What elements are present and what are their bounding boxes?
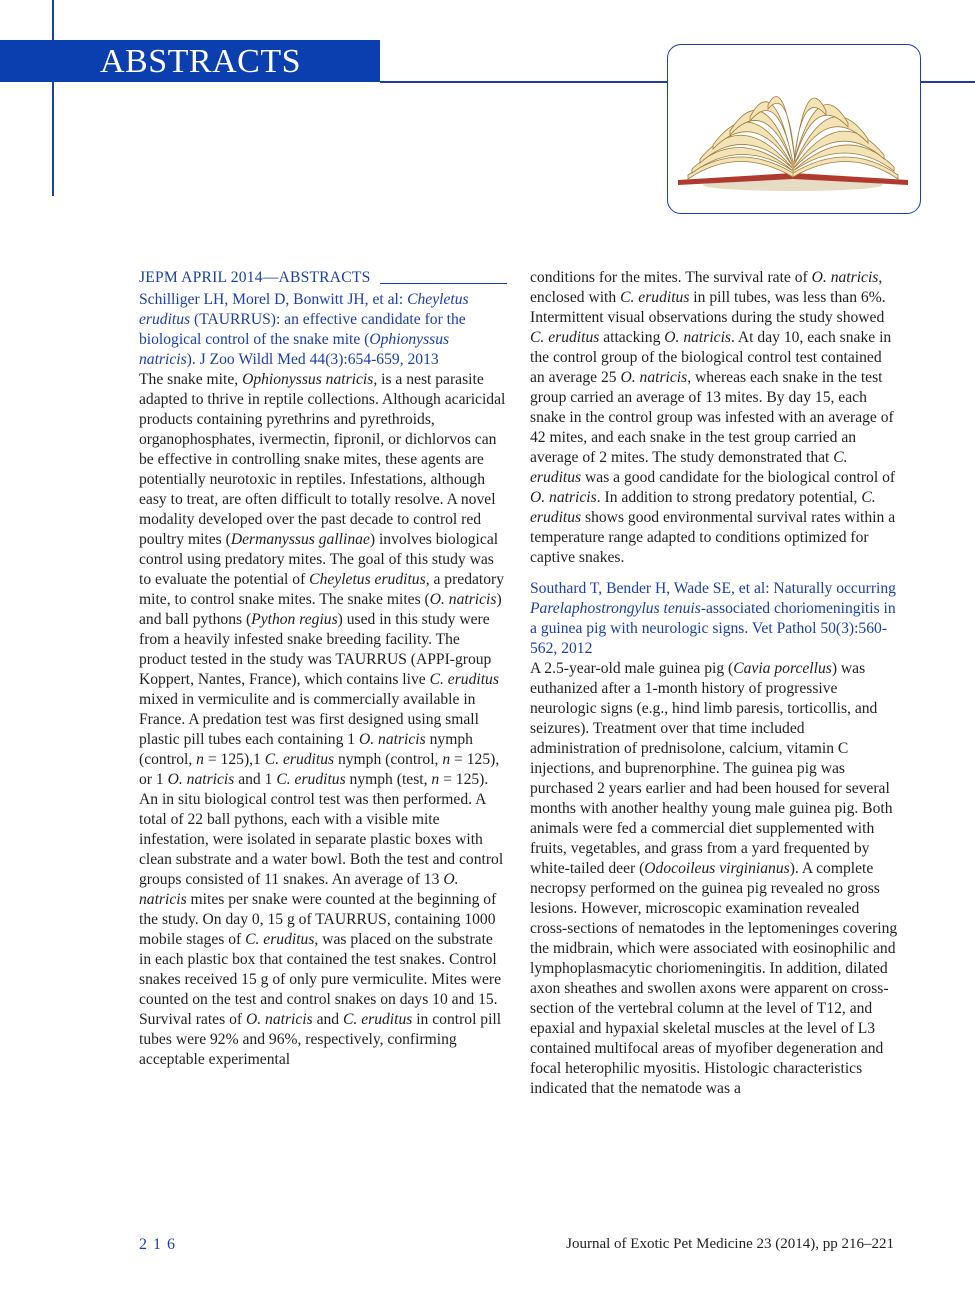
journal-reference: Journal of Exotic Pet Medicine 23 (2014), pp 216–221 [566, 1236, 894, 1252]
right-column [530, 268, 898, 1099]
article1-abstract-part2: conditions for the mites. The survival rate of O. natricis, enclosed with C. eruditus in pill tubes, was less than 6%. Intermittent visual observations during the study showed C. eruditus attacking O. natricis. At day 10, each snake in the control group of the biological control test contained an average 25 O. natricis, whereas each snake in the test group carried an average of 13 mites. By day 15, each snake in the control group was infested with an average of 42 mites, and each snake in the test group carried an average of 2 mites. The study demonstrated that C. eruditus was a good candidate for the biological control of O. natricis. In addition to strong predatory potential, C. eruditus shows good environmental survival rates within a temperature range adapted to conditions optimized for captive snakes. [530, 269, 896, 566]
article1-citation: Schilliger LH, Morel D, Bonwitt JH, et al: Cheyletus eruditus (TAURRUS): an effective candidate for the biological control of the snake mite (Ophionyssus natricis). J Zoo Wildl Med 44(3):654-659, 2013 [139, 291, 469, 368]
header-image-frame [667, 44, 921, 214]
left-column [139, 268, 507, 1070]
article2-abstract: A 2.5-year-old male guinea pig (Cavia porcellus) was euthanized after a 1-month history of progressive neurologic signs (e.g., hind limb paresis, torticollis, and seizures). Treatment over that time included administration of prednisolone, calcium, vitamin C injections, and buprenorphine. The guinea pig was purchased 2 years earlier and had been housed for several months with another healthy young male guinea pig. Both animals were fed a commercial diet supplemented with fruits, vegetables, and grass from a yard frequented by white-tailed deer (Odocoileus virginianus). A complete necropsy performed on the guinea pig revealed no gross lesions. However, microscopic examination revealed cross-sections of nematodes in the leptomeninges covering the midbrain, which were associated with eosinophilic and lymphoplasmacytic choriomeningitis. In addition, dilated axon sheathes and swollen axons were apparent on cross-section of the vertebral column at the level of T12, and epaxial and hypaxial skeletal muscles at the level of L3 contained multifocal areas of myofiber degeneration and focal heterophilic myositis. Histologic characteristics indicated that the nematode was a [530, 660, 898, 1097]
page-number: 216 [139, 1236, 181, 1253]
article1-abstract-part1: The snake mite, Ophionyssus natricis, is a nest parasite adapted to thrive in reptile collections. Although acaricidal products containing pyrethrins and pyrethroids, organophosphates, ivermectin, fipronil, or dichlorvos can be effective in controlling snake mites, these agents are potentially neurotoxic in reptiles. Infestations, although easy to treat, are often difficult to totally resolve. A novel modality developed over the past decade to control red poultry mites (Dermanyssus gallinae) involves biological control using predatory mites. The goal of this study was to evaluate the potential of Cheyletus eruditus, a predatory mite, to control snake mites. The snake mites (O. natricis) and ball pythons (Python regius) used in this study were from a heavily infested snake breeding facility. The product tested in the study was TAURRUS (APPI-group Koppert, Nantes, France), which contains live C. eruditus mixed in vermiculite and is commercially available in France. A predation test was first designed using small plastic pill tubes each containing 1 O. natricis nymph (control, n = 125),1 C. eruditus nymph (control, n = 125), or 1 O. natricis and 1 C. eruditus nymph (test, n = 125). An in situ biological control test was then performed. A total of 22 ball pythons, each with a visible mite infestation, were isolated in separate plastic boxes with clean substrate and a water bowl. Both the test and control groups consisted of 11 snakes. An average of 13 O. natricis mites per snake were counted at the beginning of the study. On day 0, 15 g of TAURRUS, containing 1000 mobile stages of C. eruditus, was placed on the substrate in each plastic box that contained the test snakes. Control snakes received 15 g of only pure vermiculite. Mites were counted on the test and control snakes on days 10 and 15. Survival rates of O. natricis and C. eruditus in control pill tubes were 92% and 96%, respectively, confirming acceptable experimental [139, 371, 506, 1068]
section-heading-text: JEPM APRIL 2014—ABSTRACTS [139, 269, 371, 286]
open-book-icon [668, 45, 919, 212]
article2-citation: Southard T, Bender H, Wade SE, et al: Naturally occurring Parelaphostrongylus tenuis-associated choriomeningitis in a guinea pig with neurologic signs. Vet Pathol 50(3):560-562, 2012 [530, 580, 896, 657]
section-heading-rule [380, 283, 507, 284]
section-banner: ABSTRACTS [0, 40, 380, 82]
header-vertical-rule [52, 0, 54, 196]
section-heading [139, 268, 507, 288]
